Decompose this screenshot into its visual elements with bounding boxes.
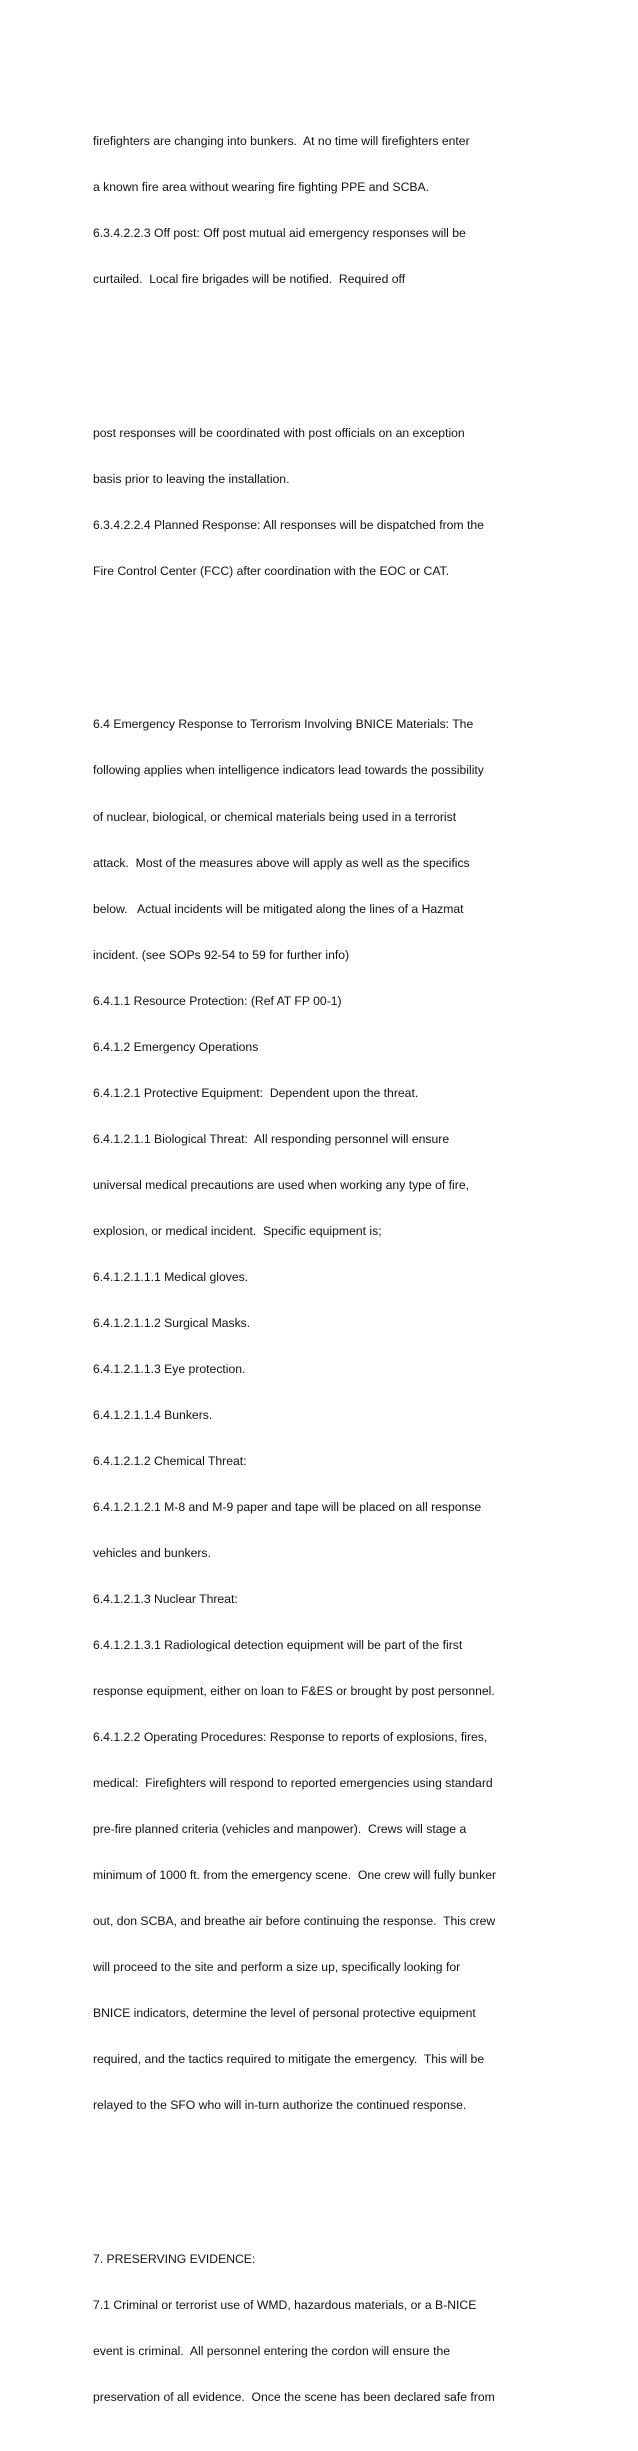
text-line: 6.4.1.2 Emergency Operations <box>93 1039 259 1054</box>
text-line: 6.3.4.2.2.4 Planned Response: All responses will be dispatched from the <box>93 517 484 532</box>
text-line: incident. (see SOPs 92-54 to 59 for further info) <box>93 947 350 962</box>
text-line: pre-fire planned criteria (vehicles and manpower). Crews will stage a <box>93 1822 467 1837</box>
text-line: 6.4.1.2.1.3.1 Radiological detection equipment will be part of the first <box>93 1638 463 1653</box>
paragraph-continuation <box>93 104 613 319</box>
text-line: 6.4.1.2.1.2.1 M-8 and M-9 paper and tape will be placed on all response <box>93 1499 482 1514</box>
text-line: relayed to the SFO who will in-turn authorize the continued response. <box>93 2098 467 2113</box>
text-line: 6.4.1.1 Resource Protection: (Ref AT FP 00-1) <box>93 993 342 1008</box>
text-line: required, and the tactics required to mitigate the emergency. This will be <box>93 2052 485 2067</box>
paragraph-gap <box>93 349 613 364</box>
text-line: 6.3.4.2.2.3 Off post: Off post mutual aid emergency responses will be <box>93 226 466 241</box>
text-line: basis prior to leaving the installation. <box>93 471 290 486</box>
paragraph-gap <box>93 2175 613 2190</box>
section-6-4-terrorism-response <box>93 687 613 2145</box>
text-line: BNICE indicators, determine the level of personal protective equipment <box>93 2006 476 2021</box>
text-line: universal medical precautions are used when working any type of fire, <box>93 1177 469 1192</box>
section-heading-line: 7. PRESERVING EVIDENCE: <box>93 2251 256 2266</box>
paragraph-gap <box>93 641 613 656</box>
text-line: firefighters are changing into bunkers. At no time will firefighters enter <box>93 134 470 149</box>
text-line: curtailed. Local fire brigades will be notified. Required off <box>93 272 406 287</box>
text-line: of nuclear, biological, or chemical materials being used in a terrorist <box>93 809 457 824</box>
text-line: Fire Control Center (FCC) after coordination with the EOC or CAT. <box>93 564 450 578</box>
text-line: out, don SCBA, and breathe air before continuing the response. This crew <box>93 1914 496 1929</box>
text-line: following applies when intelligence indicators lead towards the possibility <box>93 763 484 778</box>
text-line: vehicles and bunkers. <box>93 1546 211 1560</box>
section-7-preserving-evidence <box>93 2221 613 2436</box>
text-line: below. Actual incidents will be mitigated along the lines of a Hazmat <box>93 901 464 916</box>
text-line: preservation of all evidence. Once the scene has been declared safe from <box>93 2389 495 2404</box>
text-line: 6.4.1.2.1.1.4 Bunkers. <box>93 1407 213 1422</box>
text-line: post responses will be coordinated with post officials on an exception <box>93 425 465 440</box>
text-line: attack. Most of the measures above will apply as well as the specifics <box>93 855 470 870</box>
text-line: 6.4.1.2.1.1.2 Surgical Masks. <box>93 1315 251 1330</box>
text-line: 6.4.1.2.1 Protective Equipment: Dependent upon the threat. <box>93 1085 419 1100</box>
text-line: 6.4.1.2.1.1.3 Eye protection. <box>93 1361 246 1376</box>
text-line: response equipment, either on loan to F&ES or brought by post personnel. <box>93 1684 495 1699</box>
section-heading-line: 6.4 Emergency Response to Terrorism Involving BNICE Materials: The <box>93 717 474 732</box>
paragraph-post-responses <box>93 395 613 610</box>
text-line: minimum of 1000 ft. from the emergency scene. One crew will fully bunker <box>93 1868 497 1883</box>
text-line: 6.4.1.2.1.1.1 Medical gloves. <box>93 1269 249 1284</box>
text-line: 6.4.1.2.1.1 Biological Threat: All responding personnel will ensure <box>93 1131 450 1146</box>
text-line: event is criminal. All personnel entering the cordon will ensure the <box>93 2343 451 2358</box>
text-line: explosion, or medical incident. Specific equipment is; <box>93 1223 382 1238</box>
document-page <box>93 73 613 2451</box>
text-line: 7.1 Criminal or terrorist use of WMD, hazardous materials, or a B-NICE <box>93 2297 477 2312</box>
text-line: 6.4.1.2.2 Operating Procedures: Response to reports of explosions, fires, <box>93 1730 488 1745</box>
text-line: 6.4.1.2.1.2 Chemical Threat: <box>93 1453 247 1468</box>
text-line: medical: Firefighters will respond to reported emergencies using standard <box>93 1776 493 1791</box>
text-line: a known fire area without wearing fire fighting PPE and SCBA. <box>93 180 430 195</box>
text-line: 6.4.1.2.1.3 Nuclear Threat: <box>93 1592 238 1607</box>
text-line: will proceed to the site and perform a size up, specifically looking for <box>93 1960 461 1975</box>
